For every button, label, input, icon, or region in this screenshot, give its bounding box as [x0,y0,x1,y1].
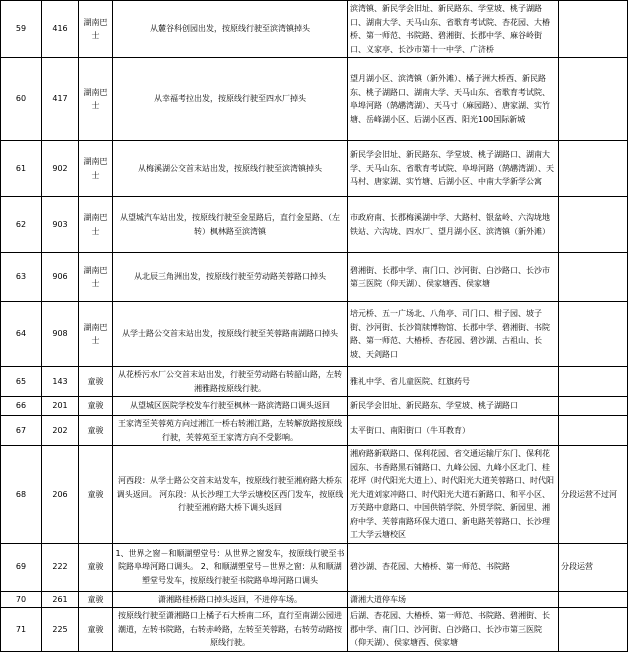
affected-stops: 太平街口、南阳街口（牛耳教育） [348,416,559,446]
row-number: 60 [1,58,42,141]
affected-stops: 市政府南、长郡梅溪湖中学、大路村、银盆岭、六沟垅地铁站、六沟垅、四水厂、望月湖小区、滨湾镇（新外滩） [348,197,559,253]
route-number: 201 [42,397,79,416]
route-number: 906 [42,253,79,302]
table-row [1,141,628,197]
remark [559,141,628,197]
affected-stops: 培元桥、五一广场北、八角亭、司门口、柑子园、坡子街、沙河街、长沙简牍博物馆、长郡中学、碧湘街、书院路、第一师范、大椿桥、杏花园、碧沙湖、古祖山、长坡、天剑路口 [348,302,559,367]
remark: 分段运营 [559,543,628,591]
adjustment-description: 王家湾至芙蓉苑方向过湘江一桥右转湘江路，左转解放路按原线行驶，芙蓉苑至王家湾方向不受影响。 [113,416,348,446]
table-row [1,591,628,608]
adjustment-description: 按原线行驶至潇湘路口上橘子石大桥南二环，直行至南湖公园进潮道，左转书院路，右转赤岭路，左转至芙蓉路，右转劳动路按原线行驶。 [113,608,348,652]
row-number: 66 [1,397,42,416]
adjustment-description: 从学士路公交首末站出发，按原线行驶至芙蓉路南湖路口掉头 [113,302,348,367]
route-number: 908 [42,302,79,367]
table-row [1,416,628,446]
affected-stops: 滨湾镇、新民学会旧址、新民路东、学堂坡、桃子湖路口、湖南大学、天马山东、省歌育考试院、杏花园、大椿桥、第一师范、书院路、碧湘街、长郡中学、麻谷岭街口、义家亭、长沙市第十一中学、广济桥 [348,1,559,58]
table-row [1,397,628,416]
affected-stops: 雅礼中学、省儿童医院、红旗药号 [348,367,559,397]
affected-stops: 碧沙湖、杏花园、大椿桥、第一师范、书院路 [348,543,559,591]
adjustment-description: 从梅溪湖公交首末站出发，按原线行驶至滨湾镇掉头 [113,141,348,197]
affected-stops: 潇湘大道停车场 [348,591,559,608]
row-number: 67 [1,416,42,446]
route-number: 416 [42,1,79,58]
route-number: 903 [42,197,79,253]
adjustment-description: 潇湘路桂桥路口掉头返回，不进停车场。 [113,591,348,608]
operator: 童骏 [79,397,113,416]
adjustment-description: 从花桥污水厂公交首末站出发，行驶至劳动路右转韶山路，左转湘雅路按原线行驶。 [113,367,348,397]
route-number: 902 [42,141,79,197]
row-number: 70 [1,591,42,608]
table-row [1,302,628,367]
route-number: 202 [42,416,79,446]
affected-stops: 望月湖小区、滨湾镇（新外滩）、橘子洲大桥西、新民路东、桃子湖路口、湖南大学、天马山东、省歌育考试院、阜埠河路（鹄鹕湾湖）、天马寸（麻园路）、唐家湖、实竹塘、岳峰湖小区、后湖小区西、阳光100国际新城 [348,58,559,141]
operator: 湖南巴士 [79,253,113,302]
remark [559,253,628,302]
remark [559,302,628,367]
row-number: 64 [1,302,42,367]
table-row [1,608,628,652]
route-number: 206 [42,446,79,544]
operator: 童骏 [79,446,113,544]
table-row [1,1,628,58]
operator: 童骏 [79,416,113,446]
route-number: 225 [42,608,79,652]
route-number: 222 [42,543,79,591]
row-number: 63 [1,253,42,302]
operator: 湖南巴士 [79,1,113,58]
table-row [1,197,628,253]
row-number: 71 [1,608,42,652]
operator: 湖南巴士 [79,141,113,197]
adjustment-description: 从望城区医院学校发车行驶至枫林一路滨湾路口调头返回 [113,397,348,416]
table-row [1,543,628,591]
remark [559,367,628,397]
row-number: 62 [1,197,42,253]
remark [559,58,628,141]
operator: 湖南巴士 [79,302,113,367]
adjustment-description: 从麓谷科创园出发，按原线行驶至滨湾镇掉头 [113,1,348,58]
remark [559,397,628,416]
remark [559,1,628,58]
row-number: 65 [1,367,42,397]
row-number: 59 [1,1,42,58]
table-row [1,446,628,544]
affected-stops: 新民学会旧址、新民路东、学堂坡、桃子湖路口、湖南大学、天马山东、省歌育考试院、阜埠河路（鹄鹕湾湖）、天马村、唐家湖、实竹塘、后湖小区、中南大学新学公寓 [348,141,559,197]
remark: 分段运营不过河 [559,446,628,544]
remark [559,591,628,608]
affected-stops: 碧湘街、长郡中学、南门口、沙河街、白沙路口、长沙市第三医院（仰天湖）、侯家塘西、侯家塘 [348,253,559,302]
table-row [1,367,628,397]
adjustment-description: 河西段：从学士路公交首末站发车，按原线行驶至湘府路大桥东调头返回。 河东段：从长沙理工大学云塘校区西门发车，按原线行驶至湘府路大桥下调头返回 [113,446,348,544]
affected-stops: 后湖、杏花园、大椿桥、第一师范、书院路、碧湘街、长郡中学、南门口、沙河街、白沙路口、长沙市第三医院（仰天湖）、侯家塘西、侯家塘 [348,608,559,652]
operator: 童骏 [79,543,113,591]
operator: 童骏 [79,591,113,608]
remark [559,416,628,446]
adjustment-description: 从北辰三角洲出发，按原线行驶至劳动路芙蓉路口掉头 [113,253,348,302]
operator: 童骏 [79,367,113,397]
route-number: 143 [42,367,79,397]
table-row [1,58,628,141]
row-number: 68 [1,446,42,544]
route-number: 417 [42,58,79,141]
operator: 湖南巴士 [79,58,113,141]
affected-stops: 新民学会旧址、新民路东、学堂坡、桃子湖路口 [348,397,559,416]
adjustment-description: 从望城汽车站出发，按原线行驶至金星路后，直行金星路、（左转）枫林路至滨湾镇 [113,197,348,253]
row-number: 69 [1,543,42,591]
table-row [1,253,628,302]
affected-stops: 湘府路新联路口、保利花园、省交通运输厅东门、保利花园东、书香路黑石铺路口、九峰公园、九峰小区北门、桂花坪（时代阳光大道上）、时代阳光大道芙蓉路口、时代阳光大道刘家冲路口、时代阳光大道石新路口、和平小区、万芙路中意路口、中国供销学院、外贸学院、新园里、湘府中学、芙蓉南路环保大道口、新电路芙蓉路口、长沙理工大学云塘校区 [348,446,559,544]
remark [559,197,628,253]
operator: 童骏 [79,608,113,652]
adjustment-description: 1、世界之窗－和顺湖塑堂号：从世界之窗发车，按原线行驶至书院路阜埠河路口调头。 2、和顺湖塑堂号－世界之窗：从和顺湖塑堂号发车，按原线行驶至书院路阜埠河路口调头 [113,543,348,591]
row-number: 61 [1,141,42,197]
operator: 湖南巴士 [79,197,113,253]
route-number: 261 [42,591,79,608]
remark [559,608,628,652]
adjustment-description: 从幸福考拉出发，按原线行驶至四水厂掉头 [113,58,348,141]
